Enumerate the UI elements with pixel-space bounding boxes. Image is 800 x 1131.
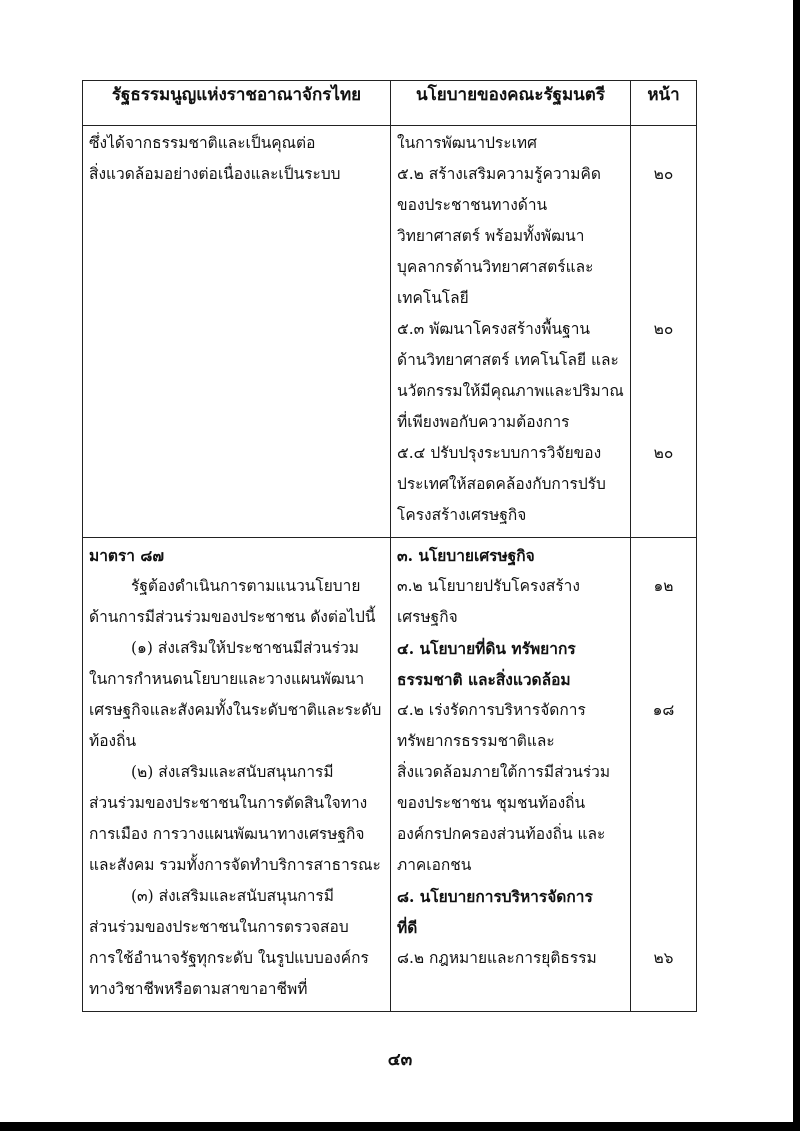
policy-heading: ๘. นโยบายการบริหารจัดการ: [397, 887, 593, 906]
text-line: ทางวิชาชีพหรือตามสาขาอาชีพที่: [89, 980, 308, 998]
page-ref: ๑๘: [652, 701, 675, 719]
page-ref: [637, 128, 690, 159]
text-line: ท้องถิ่น: [89, 732, 137, 750]
text-line: วิทยาศาสตร์ พร้อมทั้งพัฒนา: [397, 227, 585, 245]
text-line: สิ่งแวดล้อมภายใต้การมีส่วนร่วม: [397, 763, 611, 781]
policy-heading: ธรรมชาติ และสิ่งแวดล้อม: [397, 670, 571, 689]
page-ref: [637, 376, 690, 407]
page-ref: [637, 469, 690, 500]
page-cell: [631, 126, 697, 538]
page-ref: [637, 850, 690, 881]
page-ref: [637, 602, 690, 633]
header-policy: นโยบายของคณะรัฐมนตรี: [391, 81, 631, 126]
policy-heading: ๔. นโยบายที่ดิน ทรัพยากร: [397, 639, 576, 658]
text-line: ที่เพียงพอกับความต้องการ: [397, 413, 570, 431]
text-line: เศรษฐกิจและสังคมทั้งในระดับชาติและระดับ: [89, 701, 382, 719]
page-ref: [637, 664, 690, 695]
page-ref: ๒๖: [653, 949, 674, 967]
text-line: ของประชาชน ชุมชนท้องถิ่น: [397, 794, 586, 812]
table-row: [83, 538, 697, 1012]
page-cell: [631, 538, 697, 1012]
text-line: ๕.๓ พัฒนาโครงสร้างพื้นฐาน: [397, 320, 591, 338]
policy-cell: [391, 538, 631, 1012]
text-line: การเมือง การวางแผนพัฒนาทางเศรษฐกิจ: [89, 825, 365, 843]
page-ref: [637, 819, 690, 850]
text-line: และสังคม รวมทั้งการจัดทำบริการสาธารณะ: [89, 856, 381, 874]
text-line: โครงสร้างเศรษฐกิจ: [397, 506, 527, 524]
text-line: (๒) ส่งเสริมและสนับสนุนการมี: [131, 763, 334, 781]
text-line: เศรษฐกิจ: [397, 608, 458, 626]
text-line: ๔.๒ เร่งรัดการบริหารจัดการ: [397, 701, 586, 719]
text-line: ๕.๔ ปรับปรุงระบบการวิจัยของ: [397, 444, 602, 462]
page-ref: ๒๐: [653, 444, 674, 462]
text-line: ในการพัฒนาประเทศ: [397, 134, 537, 152]
page-ref: [637, 500, 690, 531]
constitution-cell: [83, 538, 391, 1012]
page-ref: ๒๐: [653, 165, 674, 183]
text-line: ซึ่งได้จากธรรมชาติและเป็นคุณต่อ: [89, 134, 316, 152]
text-line: ของประชาชนทางด้าน: [397, 196, 548, 214]
text-line: ภาคเอกชน: [397, 856, 472, 874]
text-line: ส่วนร่วมของประชาชนในการตรวจสอบ: [89, 918, 349, 936]
table-row: [83, 126, 697, 538]
page-ref: [637, 633, 690, 664]
scan-edge-right: [793, 0, 800, 1131]
page-ref: [637, 252, 690, 283]
text-line: สิ่งแวดล้อมอย่างต่อเนื่องและเป็นระบบ: [89, 165, 341, 183]
text-line: นวัตกรรมให้มีคุณภาพและปริมาณ: [397, 382, 624, 400]
text-line: ประเทศให้สอดคล้องกับการปรับ: [397, 475, 606, 493]
page-ref: [637, 283, 690, 314]
text-line: ด้านการมีส่วนร่วมของประชาชน ดังต่อไปนี้: [89, 608, 376, 626]
text-line: การใช้อำนาจรัฐทุกระดับ ในรูปแบบองค์กร: [89, 949, 369, 967]
text-line: (๓) ส่งเสริมและสนับสนุนการมี: [131, 887, 334, 905]
table-header-row: [83, 81, 697, 126]
policy-cell: [391, 126, 631, 538]
header-page: หน้า: [631, 81, 697, 126]
page-ref: [637, 345, 690, 376]
policy-comparison-table: [82, 80, 697, 1012]
page-ref: ๑๒: [653, 577, 674, 595]
page-ref: ๒๐: [653, 320, 674, 338]
page-ref: [637, 912, 690, 943]
text-line: ๓.๒ นโยบายปรับโครงสร้าง: [397, 577, 580, 595]
text-line: ทรัพยากรธรรมชาติและ: [397, 732, 555, 750]
section-heading: มาตรา ๘๗: [89, 546, 165, 565]
policy-heading: ๓. นโยบายเศรษฐกิจ: [397, 546, 535, 565]
page-number: ๔๓: [387, 1050, 413, 1070]
page-ref: [637, 407, 690, 438]
policy-heading: ที่ดี: [397, 918, 418, 937]
text-line: เทคโนโลยี: [397, 289, 469, 307]
page-ref: [637, 190, 690, 221]
page-ref: [637, 221, 690, 252]
text-line: ๘.๒ กฎหมายและการยุติธรรม: [397, 949, 597, 967]
constitution-cell: [83, 126, 391, 538]
text-line: องค์กรปกครองส่วนท้องถิ่น และ: [397, 825, 606, 843]
page-ref: [637, 540, 690, 571]
text-line: บุคลากรด้านวิทยาศาสตร์และ: [397, 258, 594, 276]
text-line: (๑) ส่งเสริมให้ประชาชนมีส่วนร่วม: [131, 639, 360, 657]
text-line: ด้านวิทยาศาสตร์ เทคโนโลยี และ: [397, 351, 619, 369]
page-ref: [637, 726, 690, 757]
page-ref: [637, 881, 690, 912]
text-line: รัฐต้องดำเนินการตามแนวนโยบาย: [131, 577, 361, 595]
page-ref: [637, 757, 690, 788]
text-line: ๕.๒ สร้างเสริมความรู้ความคิด: [397, 165, 601, 183]
page-ref: [637, 788, 690, 819]
header-constitution: รัฐธรรมนูญแห่งราชอาณาจักรไทย: [83, 81, 391, 126]
text-line: ในการกำหนดนโยบายและวางแผนพัฒนา: [89, 670, 365, 688]
scan-edge-bottom: [0, 1122, 800, 1131]
text-line: ส่วนร่วมของประชาชนในการตัดสินใจทาง: [89, 794, 368, 812]
